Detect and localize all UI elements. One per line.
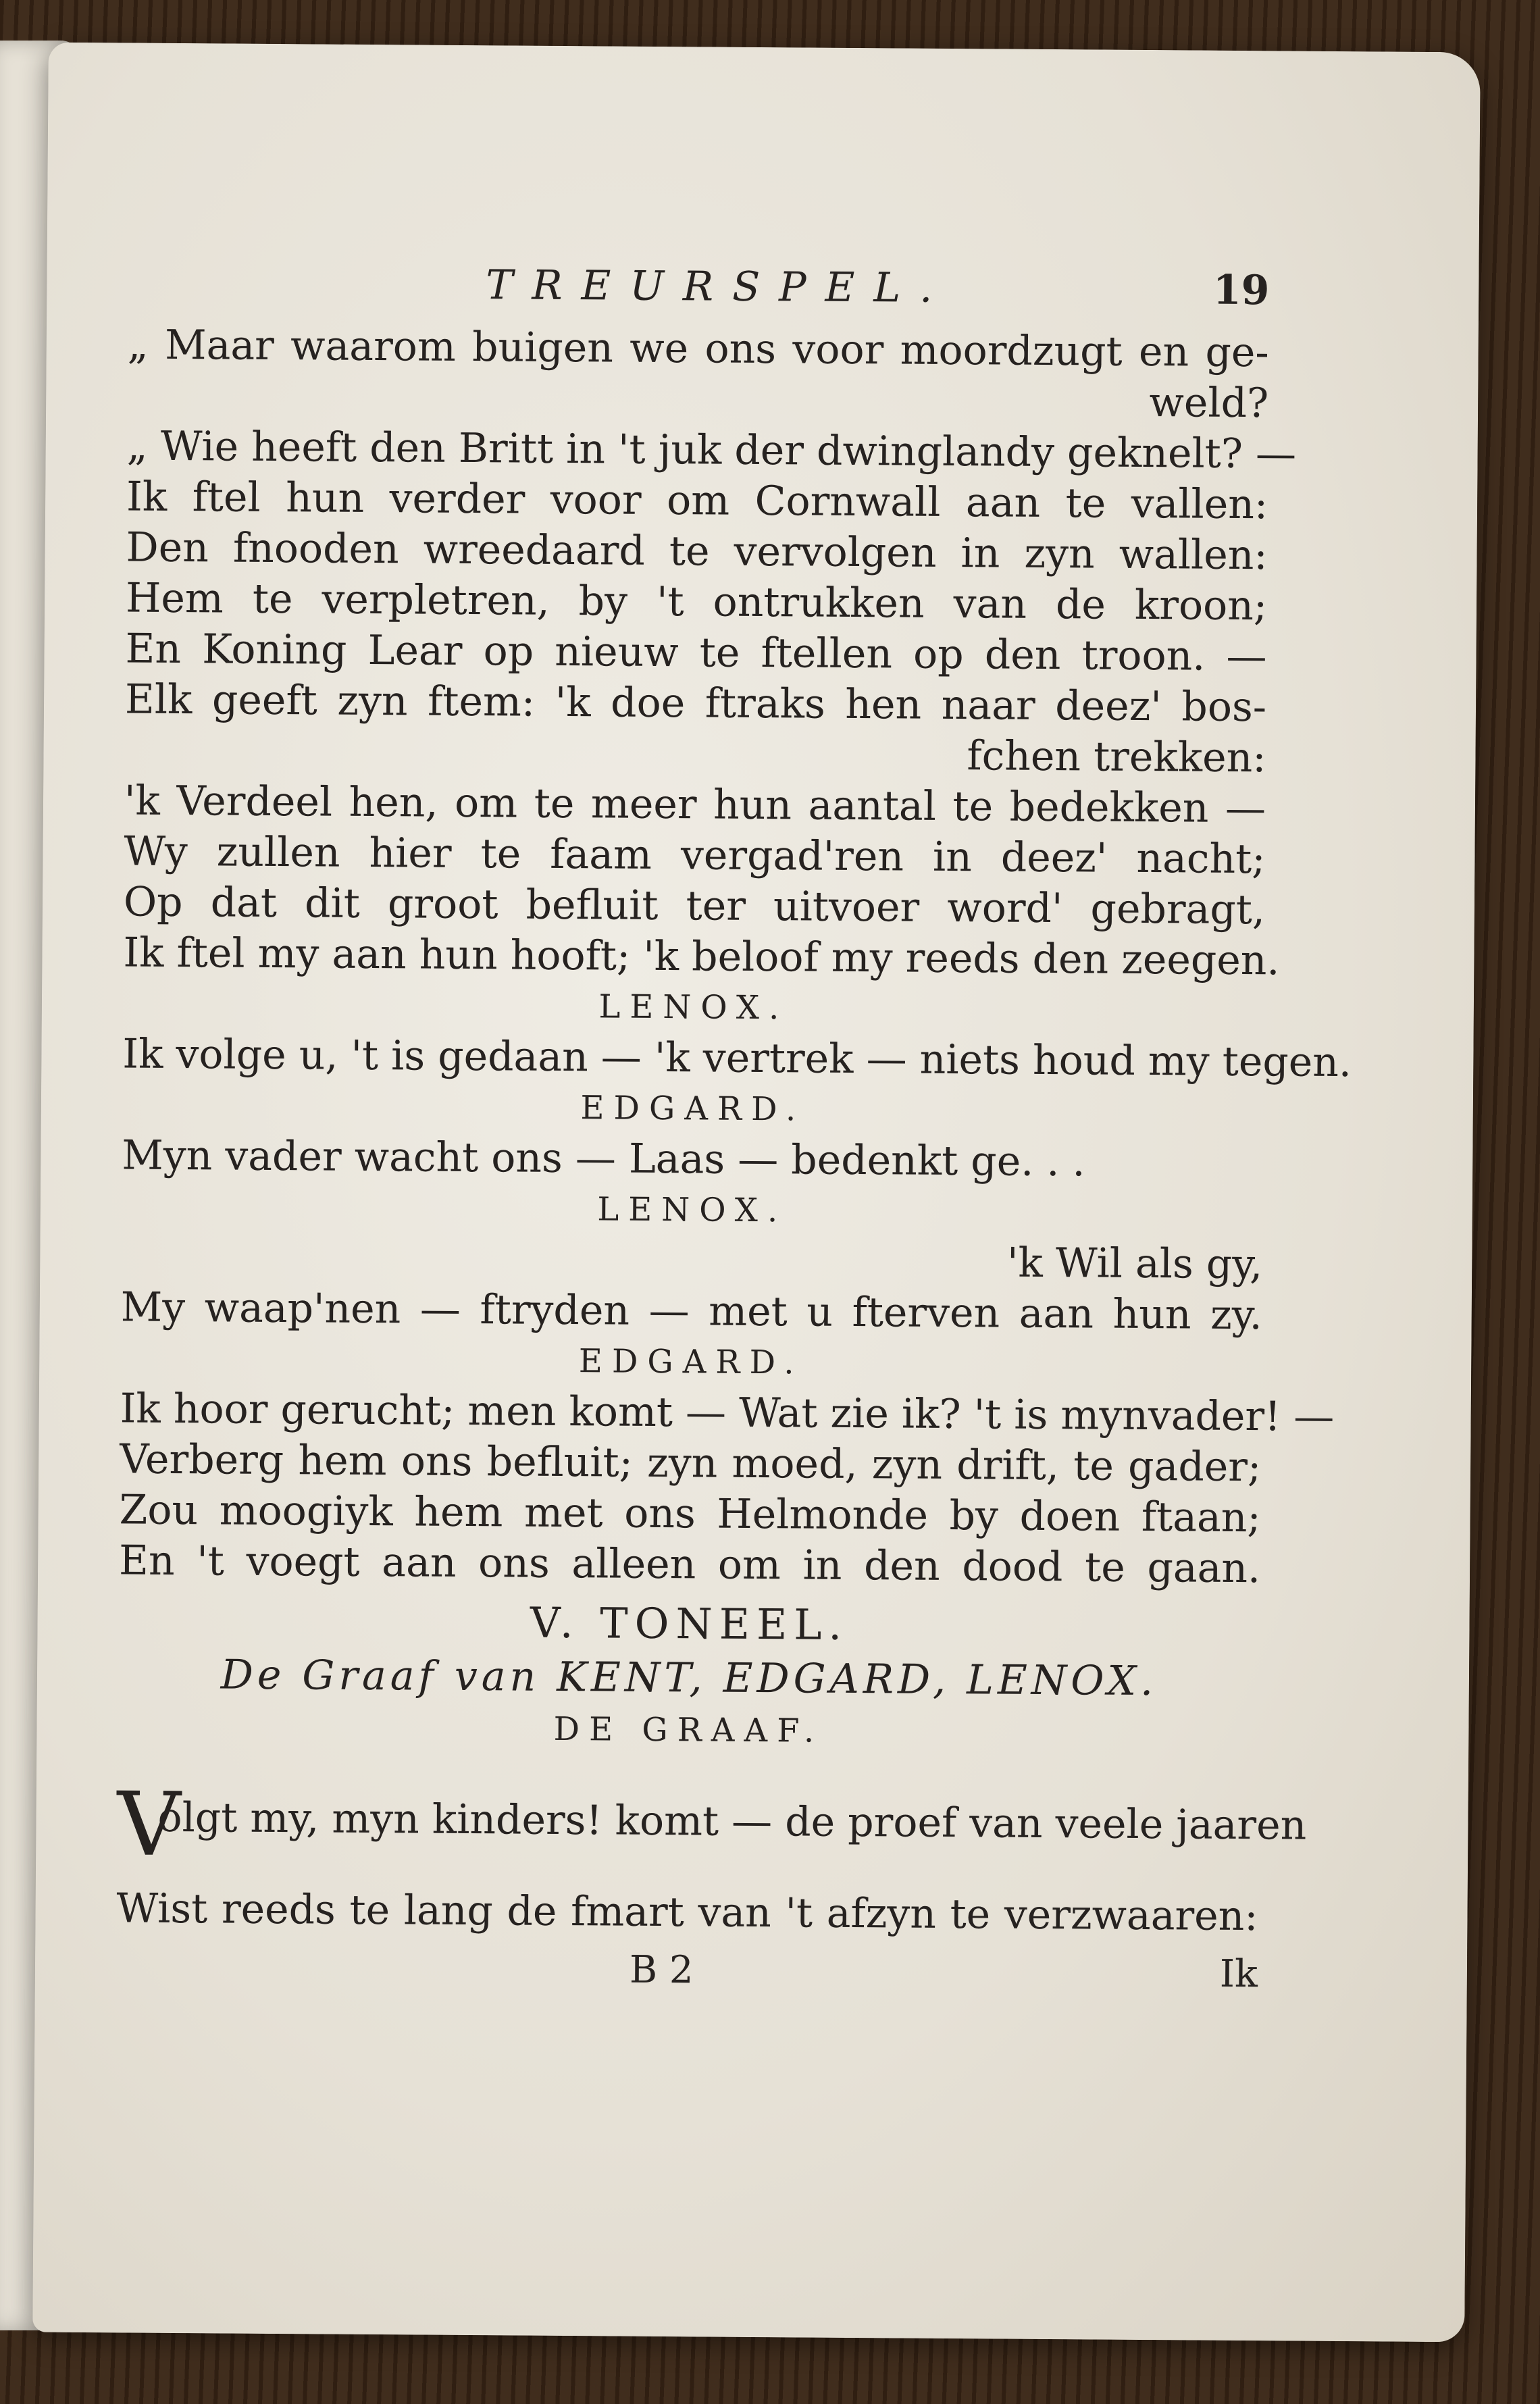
verse-line: Ik ftel hun verder voor om Cornwall aan te vallen: bbox=[126, 473, 1268, 529]
verse-line: Wy zullen hier te faam vergad'ren in deez' nacht; bbox=[124, 827, 1266, 884]
verse-line: En Koning Lear op nieuw te ftellen op den troon. — bbox=[125, 625, 1267, 681]
verse-line: 'k Verdeel hen, om te meer hun aantal te bedekken — bbox=[124, 777, 1266, 833]
verse-line: „ Wie heeft den Britt in 't juk der dwinglandy geknelt? — bbox=[126, 422, 1297, 478]
verse-line: „ Maar waarom buigen we ons voor moordzugt en ge- bbox=[127, 321, 1269, 377]
verse-line: Ik ftel my aan hun hooft; 'k beloof my reeds den zeegen. bbox=[123, 929, 1280, 985]
signature-mark: B 2 bbox=[629, 1947, 694, 1993]
verse-line: Ik hoor gerucht; men komt — Wat zie ik? 't is mynvader! — bbox=[120, 1385, 1335, 1441]
verse-line-with-dropcap bbox=[116, 1772, 1307, 1876]
verse-line-text: olgt my, myn kinders! komt — de proef van veele jaaren bbox=[157, 1793, 1307, 1849]
scene-title: V. TONEEL. bbox=[530, 1597, 849, 1649]
verse-line: My waap'nen — ftryden — met u fterven aan hun zy. bbox=[120, 1283, 1262, 1339]
speaker-name: LENOX. bbox=[598, 988, 789, 1027]
speaker-name: LENOX. bbox=[597, 1190, 788, 1230]
verse-line: Verberg hem ons befluit; zyn moed, zyn drift, te gader; bbox=[119, 1435, 1262, 1491]
verse-line: 'k Wil als gy, bbox=[1006, 1239, 1263, 1289]
page-text-block bbox=[116, 245, 1352, 2001]
verse-line: fchen trekken: bbox=[967, 732, 1266, 782]
verse-line: Wist reeds te lang de fmart van 't afzyn te verzwaaren: bbox=[116, 1885, 1258, 1941]
running-head-title: TREURSPEL. bbox=[486, 261, 952, 312]
speaker-name: EDGARD. bbox=[578, 1342, 804, 1382]
verse-line: weld? bbox=[1149, 379, 1269, 428]
verse-line: Hem te verpletren, by 't ontrukken van de kroon; bbox=[125, 574, 1268, 630]
verse-line: Den fnooden wreedaard te vervolgen in zyn wallen: bbox=[126, 523, 1268, 580]
speaker-name: DE GRAAF. bbox=[553, 1710, 824, 1750]
page-number: 19 bbox=[1212, 266, 1270, 315]
running-head bbox=[128, 245, 1270, 328]
verse-line: Elk geeft zyn ftem: 'k doe ftraks hen naar deez' bos- bbox=[124, 675, 1267, 732]
verse-line: Op dat dit groot befluit ter uitvoer word' gebragt, bbox=[123, 878, 1266, 934]
verse-line: Myn vader wacht ons — Laas — bedenkt ge. . . bbox=[122, 1131, 1085, 1186]
verse-line: En 't voegt aan ons alleen om in den dood te gaan. bbox=[118, 1537, 1261, 1593]
verse-line: Zou moogiyk hem met ons Helmonde by doen ftaan; bbox=[119, 1486, 1261, 1542]
catchword: Ik bbox=[1219, 1951, 1258, 1997]
speaker-name: EDGARD. bbox=[580, 1089, 806, 1129]
book-page bbox=[32, 43, 1481, 2343]
scene-cast: De Graaf van KENT, EDGARD, LENOX. bbox=[220, 1651, 1158, 1706]
page-footer bbox=[116, 1939, 1258, 2001]
verse-line: Ik volge u, 't is gedaan — 'k vertrek — niets houd my tegen. bbox=[122, 1030, 1352, 1087]
drop-capital: V bbox=[116, 1772, 181, 1876]
